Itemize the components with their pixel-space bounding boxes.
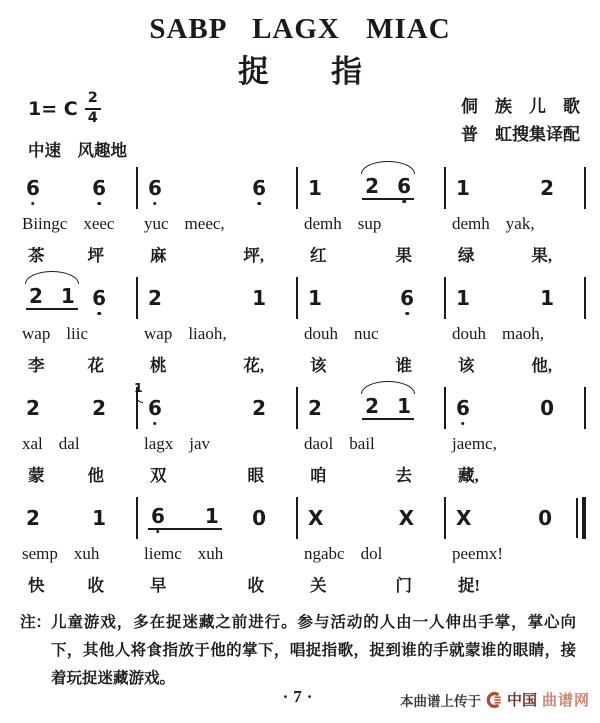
lyric-word: 他, [531,355,552,375]
lyrics-chinese-row [16,347,600,379]
note-digit: 6 [400,285,414,310]
lyric-word: semp [22,543,58,563]
lyric-measure [138,457,298,489]
lyric-word: 他 [87,465,104,485]
page-title-latin: SABP LAGX MIAC [149,13,451,45]
lyrics-chinese-row [16,457,600,489]
note [26,395,40,420]
lyric-word: 坪 [87,245,104,265]
lyrics-chinese-row [16,237,600,269]
lyric-word: 关 [310,575,327,595]
notes-row [16,379,600,429]
note-digit: 2 [252,395,266,420]
note-digit: 1 [204,503,219,528]
note-digit: 2 [365,173,380,198]
note [456,395,470,420]
note [540,395,554,420]
note [398,505,414,530]
note-digit: 1 [92,505,106,530]
lyric-word: dol [360,543,383,563]
note [538,505,552,530]
lyric-word: 果, [531,245,552,265]
note-digit: 2 [540,175,554,200]
lyric-measure [138,347,298,379]
lyric-word: 早 [150,575,167,595]
notes-row [16,167,600,209]
lyric-word: xal [22,433,43,453]
lyric-word: jaemc, [452,433,497,453]
note-digit: 2 [26,505,40,530]
measure [16,387,138,429]
time-signature-denominator: 4 [87,109,98,126]
note-digit: 6 [456,395,470,420]
site-name-secondary: 曲谱网 [541,693,590,709]
lyric-word: 捉! [458,575,480,595]
lyric-word: 该 [458,355,475,375]
watermark [400,689,590,710]
lyrics-latin-row [16,539,600,567]
lyric-word: 眼 [247,465,264,485]
lyric-word: meec, [184,213,225,233]
lyric-measure [16,319,138,347]
note [148,285,162,310]
score-meta [0,89,600,161]
lyrics-latin-row [16,319,600,347]
octave-dot [461,422,465,426]
note [204,503,219,528]
lyric-word: liic [66,323,89,343]
note [92,285,106,310]
tempo-marking: 中速 风趣地 [28,140,127,160]
octave-dot [402,200,406,204]
measure [138,497,298,539]
lyric-word: ngabc [304,543,345,563]
lyric-measure [446,457,586,489]
lyric-word: wap [22,323,51,343]
note-digit: 6 [92,175,106,200]
lyric-word: 收 [247,575,264,595]
lyrics-chinese-row [16,567,600,599]
lyric-word: jav [189,433,211,453]
lyric-measure [16,457,138,489]
credit-genre: 侗 族 儿 歌 [461,96,580,116]
lyric-word: 藏, [458,465,479,485]
site-name-primary: 中国 [506,693,537,709]
page-title-chinese: 捉 指 [238,53,362,89]
octave-dot [257,202,261,206]
lyric-measure [16,347,138,379]
lyric-word: peemx! [452,543,503,563]
note-digit: 6 [148,395,162,420]
octave-dot [31,202,35,206]
lyric-measure [298,429,446,457]
lyric-word: 快 [28,575,45,595]
lyric-measure [298,539,446,567]
slur-arc [25,271,79,284]
lyric-word: 红 [310,245,327,265]
note-digit: 6 [148,175,162,200]
measure [298,167,446,209]
slur-arc [361,161,415,174]
note [252,505,266,530]
note-digit: X [308,505,324,530]
lyric-measure [138,319,298,347]
octave-dot [153,202,157,206]
note [400,285,414,310]
note [397,173,411,198]
note-digit: 1 [456,175,470,200]
note-digit: 1 [540,285,554,310]
note [92,505,106,530]
watermark-text: 本曲谱上传于 [399,693,481,709]
note [252,395,266,420]
lyric-word: yuc [144,213,169,233]
measure [138,167,298,209]
note [26,175,40,200]
lyric-measure [16,237,138,269]
slur-arc [361,381,415,394]
score-line [16,277,600,379]
octave-dot [97,312,101,316]
note [308,505,324,530]
lyric-word: 坪, [243,245,264,265]
notes-row [16,497,600,539]
note-digit: 0 [540,395,554,420]
note [252,285,266,310]
lyric-measure [298,567,446,599]
measure [446,277,586,319]
octave-dot [97,202,101,206]
lyrics-latin-row [16,429,600,457]
score [0,167,600,599]
lyric-measure [446,539,586,567]
octave-dot [153,422,157,426]
lyric-word: xuh [197,543,224,563]
note [148,175,162,200]
lyric-word: 桃 [150,355,167,375]
lyric-measure [446,319,586,347]
note-digit: 1 [397,393,411,418]
note-digit: 6 [92,285,106,310]
lyric-word: sup [357,213,382,233]
lyric-measure [298,347,446,379]
note [456,175,470,200]
lyric-word: 花 [87,355,104,375]
lyric-word: 李 [28,355,45,375]
octave-dot [156,530,160,534]
note [308,395,322,420]
credit-collector: 普 虹搜集译配 [461,124,580,144]
note-digit: 2 [365,393,380,418]
note-digit: X [398,505,414,530]
lyric-word: yak, [505,213,535,233]
octave-dot [405,312,409,316]
lyric-word: 茶 [28,245,45,265]
lyric-word: 蒙 [28,465,45,485]
footnote-text: 儿童游戏，多在捉迷藏之前进行。参与活动的人由一人伸出手掌，掌心向下，其他人将食指放于他的掌下，唱捉指歌，捉到谁的手就蒙谁的眼睛，接着玩捉迷藏游戏。 [51,613,576,687]
credits [461,93,580,149]
lyric-word: bail [349,433,375,453]
note-digit: X [456,505,472,530]
note-digit: 1 [60,283,75,308]
lyric-measure [16,539,138,567]
lyric-word: daol [304,433,334,453]
lyric-word: demh [452,213,490,233]
note-digit: 6 [397,173,411,198]
note-digit: 2 [308,395,322,420]
score-line [16,167,600,269]
lyric-word: 咱 [310,465,327,485]
note [456,505,472,530]
note-digit: 1 [308,175,322,200]
score-line [16,379,600,489]
lyric-word: demh [304,213,342,233]
note-digit: 2 [148,285,162,310]
lyric-measure [298,319,446,347]
note [308,175,322,200]
lyric-word: 谁 [395,355,412,375]
note [26,505,40,530]
measure [446,167,586,209]
lyric-word: douh [304,323,338,343]
note [365,173,380,198]
lyric-word: 绿 [458,245,475,265]
grace-digit: 1 [134,379,143,395]
measure [298,277,446,319]
note [397,393,411,418]
lyric-word: nuc [354,323,379,343]
beam-group [148,503,222,530]
lyric-measure [138,429,298,457]
measure [16,277,138,319]
lyric-word: liaoh, [188,323,227,343]
lyric-word: xuh [73,543,100,563]
note-digit: 1 [308,285,322,310]
lyric-word: 花, [243,355,264,375]
lyric-word: 果 [395,245,412,265]
note-digit: 6 [151,503,165,528]
time-signature-numerator: 2 [85,91,101,110]
measure [446,387,586,429]
note-digit: 1 [456,285,470,310]
lyric-word: 门 [395,575,412,595]
footnote-label: 注： [20,613,52,631]
lyric-measure [16,209,138,237]
lyric-measure [446,209,586,237]
key-label: 1= C [28,97,78,120]
note [365,393,380,418]
measure [298,387,446,429]
measure [16,497,138,539]
note [60,283,75,308]
beam-group [26,283,78,310]
note-digit: 0 [538,505,552,530]
note-digit: 6 [26,175,40,200]
note [540,285,554,310]
measure [138,277,298,319]
score-line [16,497,600,599]
lyric-measure [298,209,446,237]
lyrics-latin-row [16,209,600,237]
measure [446,497,586,539]
note [134,379,162,420]
page-number: ·7· [282,687,318,706]
lyric-measure [446,347,586,379]
beam-group [362,173,414,200]
lyric-measure [138,567,298,599]
lyric-word: lagx [144,433,174,453]
note [456,285,470,310]
lyric-measure [138,209,298,237]
note-digit: 1 [252,285,266,310]
measure [298,497,446,539]
lyric-measure [298,237,446,269]
lyric-measure [16,429,138,457]
lyric-word: maoh, [502,323,545,343]
lyric-measure [298,457,446,489]
note [92,175,106,200]
note-digit: 2 [29,283,43,308]
note [92,395,106,420]
footnote [0,609,600,693]
note [151,503,165,528]
time-signature [85,91,101,127]
lyric-measure [446,567,586,599]
lyric-measure [138,237,298,269]
lyric-measure [16,567,138,599]
lyric-word: 该 [310,355,327,375]
lyric-word: xeec [83,213,115,233]
measure [134,379,298,429]
lyric-measure [446,429,586,457]
lyric-word: liemc [144,543,182,563]
note [29,283,43,308]
grace-slur-hook [136,394,143,403]
note [252,175,266,200]
measure [16,167,138,209]
lyric-measure [138,539,298,567]
note-digit: 0 [252,505,266,530]
notes-row [16,277,600,319]
lyric-word: 双 [150,465,167,485]
lyric-word: 去 [395,465,412,485]
site-logo-icon [486,692,502,708]
beam-group [362,393,414,420]
lyric-measure [446,237,586,269]
lyric-word: Biingc [22,213,68,233]
key-signature [28,91,101,127]
lyric-word: 麻 [150,245,167,265]
grace-note [134,379,143,404]
note-digit: 6 [252,175,266,200]
note [308,285,322,310]
lyric-word: douh [452,323,486,343]
lyric-word: wap [144,323,173,343]
note-digit: 2 [26,395,40,420]
lyric-word: 收 [87,575,104,595]
note-digit: 2 [92,395,106,420]
note [540,175,554,200]
lyric-word: dal [58,433,80,453]
